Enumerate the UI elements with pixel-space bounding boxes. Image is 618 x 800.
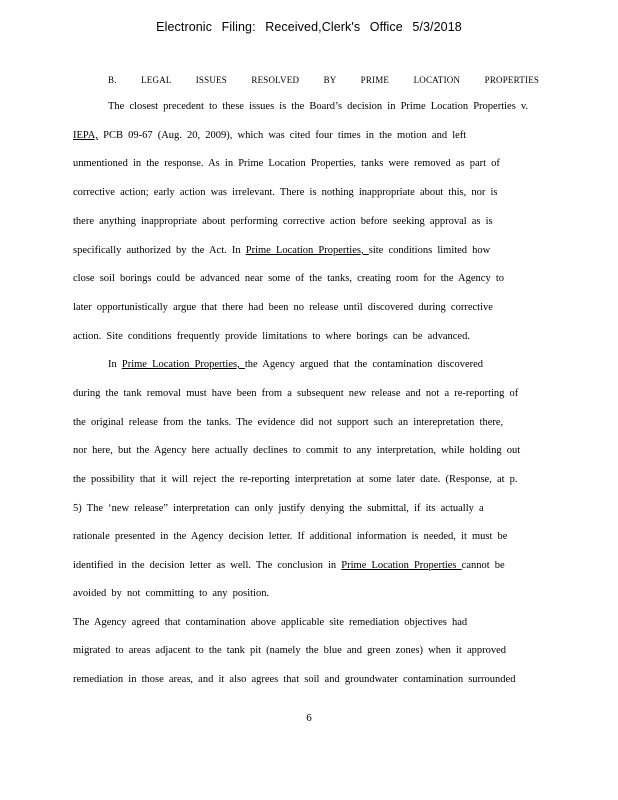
section-heading [108, 75, 539, 85]
body-line-13: nor here, but the Agency here actually declines to commit to any interpretation, while holding out [73, 445, 521, 456]
case-citation-iepa: IEPA, [73, 130, 98, 141]
body-line-19: The Agency agreed that contamination above applicable site remediation objectives had [73, 617, 468, 628]
body-line-4: corrective action; early action was irrelevant. There is nothing inappropriate about this, nor is [73, 187, 498, 198]
body-line-9: action. Site conditions frequently provide limitations to where borings can be advanced. [73, 331, 470, 342]
body-line-14: the possibility that it will reject the re-reporting interpretation at some later date. (Response, at p. [73, 474, 518, 485]
body-line-16: rationale presented in the Agency decision letter. If additional information is needed, it must be [73, 531, 508, 542]
body-line-6: specifically authorized by the Act. In Prime Location Properties, site conditions limited how [73, 245, 491, 256]
body-line-2: IEPA, PCB 09-67 (Aug. 20, 2009), which was cited four times in the motion and left [73, 130, 467, 141]
case-citation-prime-location: Prime Location Properties, [245, 245, 369, 256]
body-line-21: remediation in those areas, and it also agrees that soil and groundwater contamination surrounded [73, 674, 516, 685]
electronic-filing-header: Electronic Filing: Received,Clerk's Office 5/3/2018 [156, 20, 462, 34]
section-title: LEGAL ISSUES RESOLVED BY PRIME LOCATION PROPERTIES [141, 75, 540, 85]
body-line-15: 5) The ‘new release” interpretation can only justify denying the submittal, if its actually a [73, 503, 484, 514]
body-line-7: close soil borings could be advanced near some of the tanks, creating room for the Agency to [73, 273, 505, 284]
body-line-5: there anything inappropriate about performing corrective action before seeking approval as is [73, 216, 493, 227]
body-line-18: avoided by not committing to any position. [73, 588, 270, 599]
case-citation-prime-location: Prime Location Properties [341, 560, 462, 571]
body-line-10: In Prime Location Properties, the Agency argued that the contamination discovered [108, 359, 484, 370]
body-line-3: unmentioned in the response. As in Prime Location Properties, tanks were removed as part of [73, 158, 500, 169]
case-citation-prime-location: Prime Location Properties, [121, 359, 245, 370]
body-line-8: later opportunistically argue that there had been no release until discovered during corrective [73, 302, 493, 313]
body-line-12: the original release from the tanks. The evidence did not support such an interepretation there, [73, 417, 504, 428]
body-line-20: migrated to areas adjacent to the tank pit (namely the blue and green zones) when it approved [73, 645, 507, 656]
body-line-1: The closest precedent to these issues is the Board’s decision in Prime Location Properties v. [108, 101, 529, 112]
body-line-17: identified in the decision letter as well. The conclusion in Prime Location Properties cannot be [73, 560, 505, 571]
section-number: B. [108, 75, 117, 85]
page-number: 6 [306, 712, 312, 724]
body-line-11: during the tank removal must have been from a subsequent new release and not a re-reporting of [73, 388, 519, 399]
